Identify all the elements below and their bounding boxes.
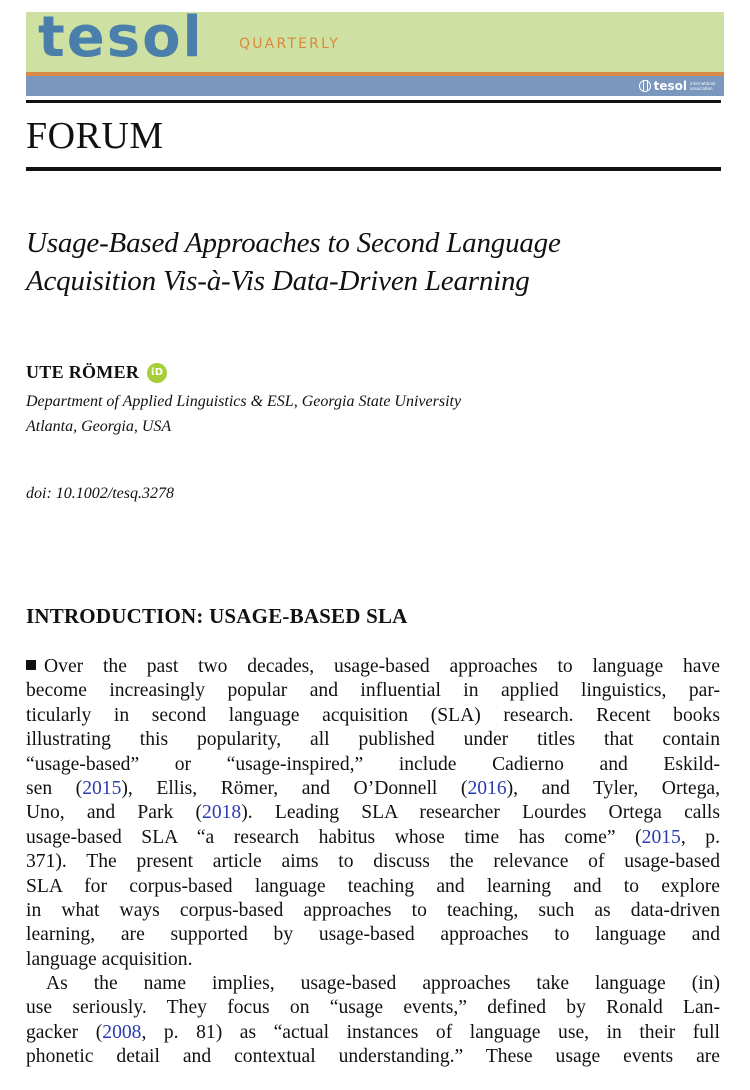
body-line: [26, 972, 720, 996]
body-line: [26, 899, 720, 923]
body-text: As the name implies, usage-based approaches take language (in): [46, 973, 720, 995]
author-affiliation: [26, 389, 461, 439]
body-text: Uno, and Park (: [26, 802, 203, 824]
globe-icon: [639, 80, 651, 92]
article-body: [26, 655, 720, 1070]
body-text: , p.: [680, 826, 720, 848]
body-text: sen (: [26, 777, 83, 799]
body-text: ), Ellis, Römer, and O’Donnell (: [121, 777, 468, 799]
article-title-line: Acquisition Vis-à-Vis Data-Driven Learning: [26, 265, 530, 297]
body-text: ), and Tyler, Ortega,: [506, 777, 721, 799]
author-name: UTE RÖMER: [26, 362, 140, 382]
body-line: [26, 679, 720, 703]
body-line: [26, 801, 720, 825]
forum-rule-bottom: [26, 167, 721, 171]
body-line: [26, 777, 720, 801]
body-text: learning, are supported by usage-based approaches to language and: [26, 924, 720, 946]
body-line: [26, 948, 720, 972]
article-title: [26, 224, 716, 300]
body-text: language acquisition.: [26, 948, 193, 970]
body-line: [26, 753, 720, 777]
citation-link[interactable]: 2008: [102, 1021, 142, 1043]
article-title-line: Usage-Based Approaches to Second Language: [26, 227, 561, 259]
body-text: ). Leading SLA researcher Lourdes Ortega calls: [241, 802, 720, 824]
body-text: ticularly in second language acquisition (SLA) research. Recent books: [26, 704, 720, 726]
banner-blue-stripe: [26, 76, 724, 96]
association-logo: [639, 78, 714, 94]
body-line: [26, 704, 720, 728]
association-logo-text: tesol: [653, 79, 687, 93]
journal-logo: tesol: [38, 12, 204, 70]
citation-link[interactable]: 2015: [641, 826, 681, 848]
citation-link[interactable]: 2018: [202, 802, 242, 824]
forum-rule-top: [26, 100, 721, 103]
body-line: [26, 923, 720, 947]
section-heading: INTRODUCTION: USAGE-BASED SLA: [26, 604, 408, 628]
author-line: [26, 362, 167, 383]
association-logo-subtext: international association: [690, 81, 716, 91]
body-line: [26, 996, 720, 1020]
body-line: [26, 1045, 720, 1069]
body-text: SLA for corpus-based language teaching and learning and to explore: [26, 875, 720, 897]
body-text: , p. 81) as “actual instances of language use, in their full: [141, 1021, 720, 1043]
body-text: become increasingly popular and influential in applied linguistics, par-: [26, 680, 720, 702]
citation-link[interactable]: 2015: [82, 777, 122, 799]
affiliation-line: Department of Applied Linguistics & ESL, Georgia State University: [26, 393, 462, 410]
journal-quarterly-label: QUARTERLY: [239, 36, 340, 52]
body-text: Over the past two decades, usage-based approaches to language have: [44, 656, 720, 677]
body-line: [26, 850, 720, 874]
body-text: phonetic detail and contextual understanding.” These usage events are: [26, 1046, 720, 1068]
affiliation-line: Atlanta, Georgia, USA: [26, 418, 172, 435]
citation-link[interactable]: 2016: [467, 777, 507, 799]
orcid-icon[interactable]: iD: [147, 363, 167, 383]
article-doi[interactable]: doi: 10.1002/tesq.3278: [26, 485, 174, 502]
body-line: [26, 1021, 720, 1045]
body-text: in what ways corpus-based approaches to teaching, such as data-driven: [26, 899, 720, 921]
body-line: [26, 655, 720, 679]
body-text: “usage-based” or “usage-inspired,” include Cadierno and Eskild-: [26, 753, 720, 775]
body-text: illustrating this popularity, all published under titles that contain: [26, 729, 720, 751]
paragraph-marker-icon: [26, 660, 36, 670]
body-line: [26, 728, 720, 752]
body-text: gacker (: [26, 1021, 103, 1043]
body-line: [26, 826, 720, 850]
body-text: use seriously. They focus on “usage events,” defined by Ronald Lan-: [26, 997, 720, 1019]
body-line: [26, 875, 720, 899]
body-text: usage-based SLA “a research habitus whose time has come” (: [26, 826, 642, 848]
section-label: FORUM: [26, 115, 164, 157]
body-text: 371). The present article aims to discuss the relevance of usage-based: [26, 851, 720, 873]
journal-banner: [26, 12, 724, 72]
